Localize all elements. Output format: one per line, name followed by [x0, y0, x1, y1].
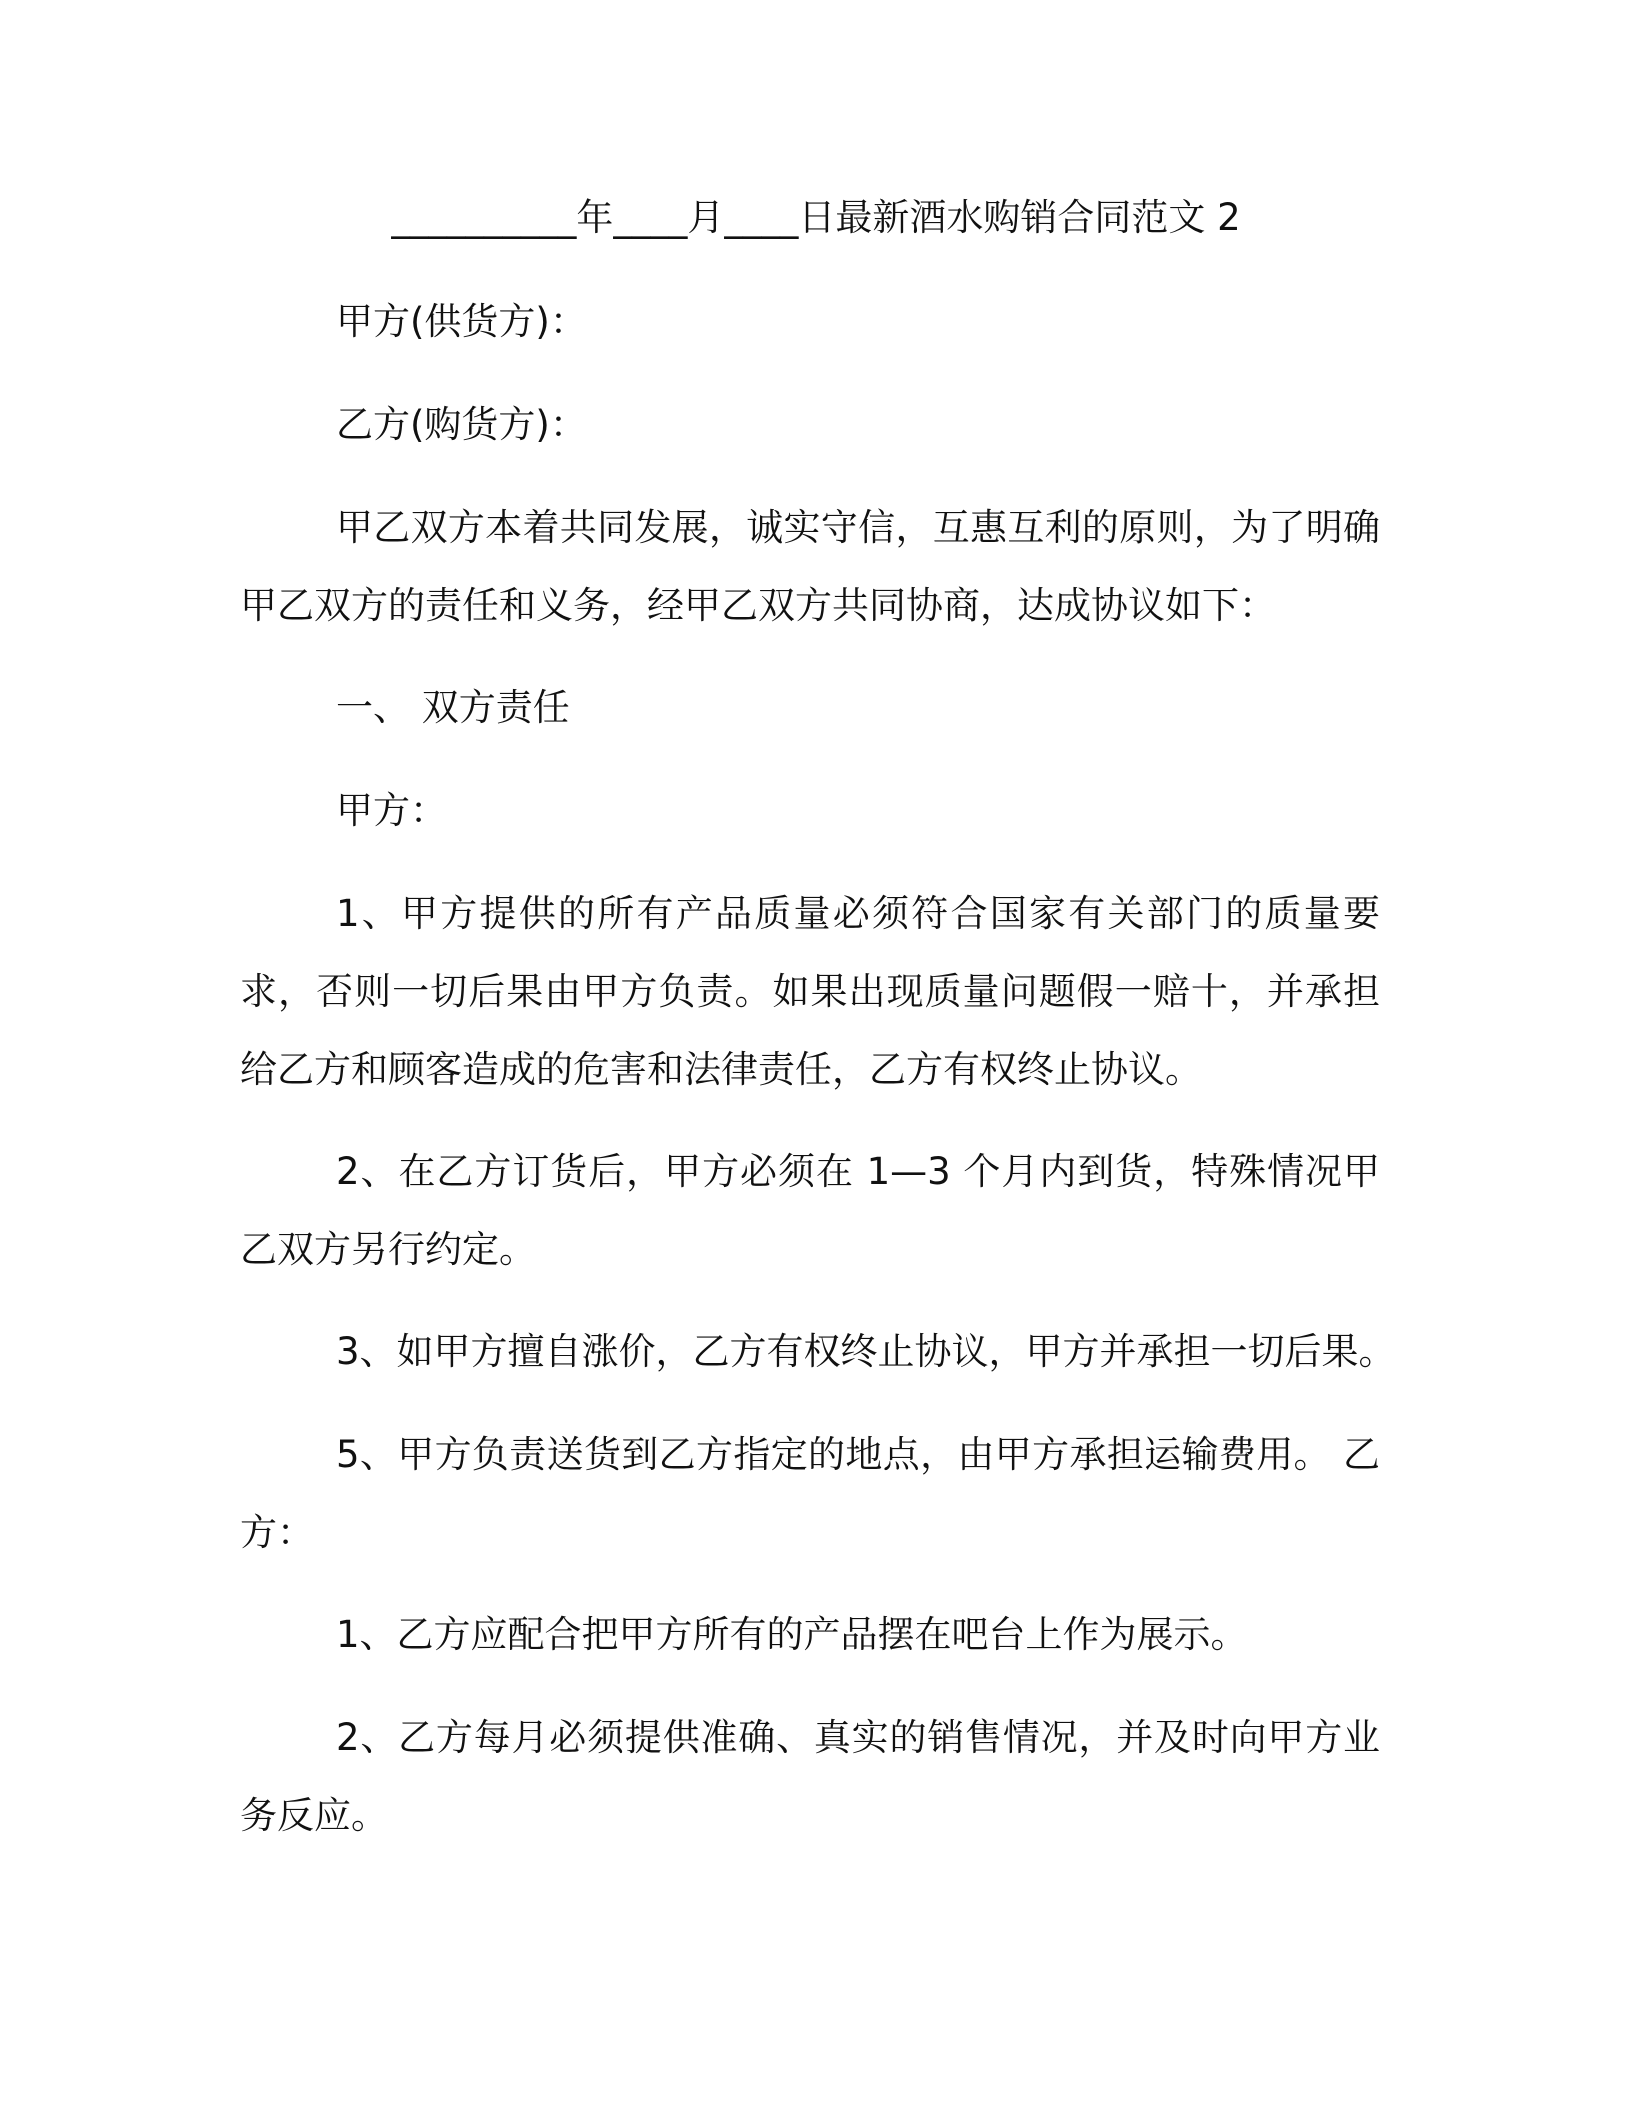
party-a-heading: 甲方： — [336, 789, 447, 832]
clause-b1: 1、乙方应配合把甲方所有的产品摆在吧台上作为展示。 — [336, 1613, 1248, 1656]
clause-a1: 1、甲方提供的所有产品质量必须符合国家有关部门的质量要求，否则一切后果由甲方负责。如果出现质量问题假一赔十，并承担给乙方和顾客造成的危害和法律责任，乙方有权终止协议。 — [240, 892, 1380, 1091]
preamble-paragraph: 甲乙双方本着共同发展，诚实守信，互惠互利的原则，为了明确甲乙双方的责任和义务，经甲乙双方共同协商，达成协议如下： — [240, 506, 1380, 627]
document-title: __________年____月____日最新酒水购销合同范文 2 — [391, 196, 1241, 239]
clause-b2: 2、乙方每月必须提供准确、真实的销售情况，并及时向甲方业务反应。 — [240, 1716, 1380, 1837]
clause-a2: 2、在乙方订货后，甲方必须在 1—3 个月内到货，特殊情况甲乙双方另行约定。 — [240, 1150, 1380, 1271]
section-heading: 一、 双方责任 — [336, 686, 570, 729]
party-a-line: 甲方(供货方)： — [336, 300, 587, 343]
clause-a5: 5、甲方负责送货到乙方指定的地点，由甲方承担运输费用。 乙方： — [240, 1433, 1380, 1554]
party-b-line: 乙方(购货方)： — [336, 403, 587, 446]
clause-a3: 3、如甲方擅自涨价，乙方有权终止协议，甲方并承担一切后果。 — [336, 1330, 1396, 1373]
